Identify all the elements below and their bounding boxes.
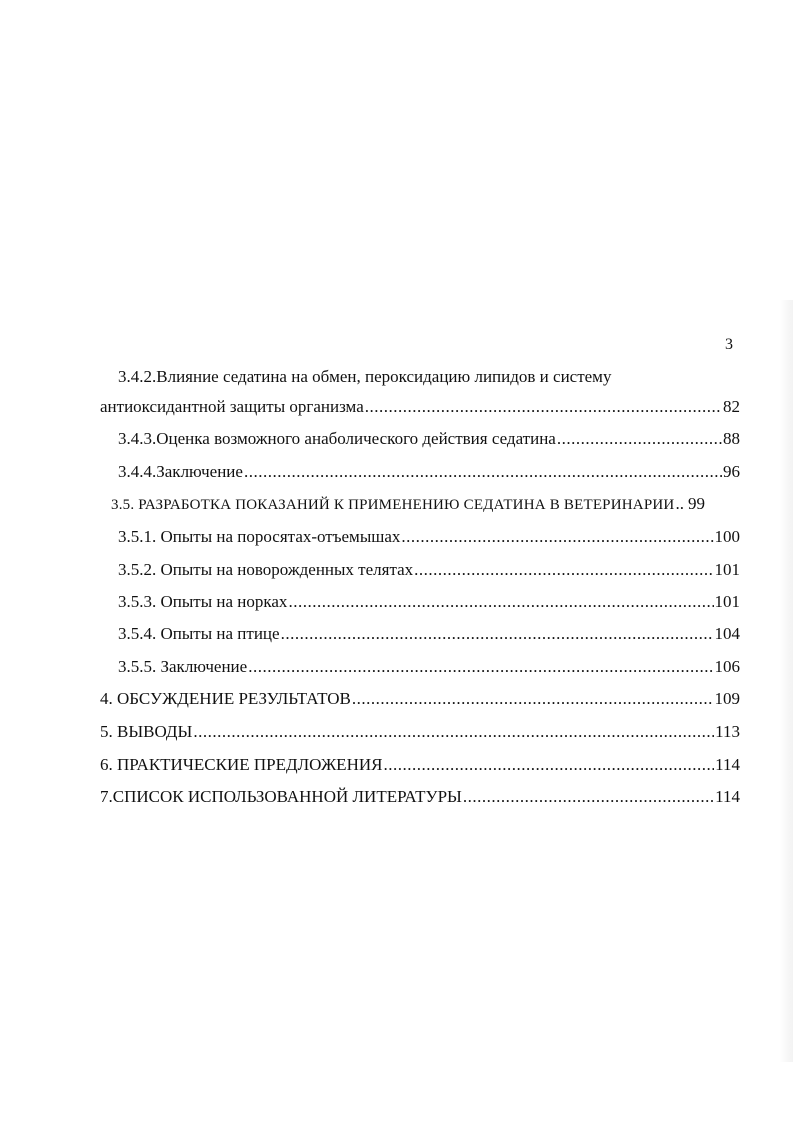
toc-entry-4 <box>100 689 740 713</box>
toc-entry-title: 4. ОБСУЖДЕНИЕ РЕЗУЛЬТАТОВ <box>100 689 351 708</box>
toc-entry-title: 5. ВЫВОДЫ <box>100 722 193 741</box>
toc-entry-3-4-3 <box>118 429 740 453</box>
dot-leader <box>365 397 722 417</box>
dot-leader <box>281 624 714 644</box>
toc-entry-page: 109 <box>714 689 740 708</box>
toc-entry-3-5-3 <box>118 592 740 616</box>
toc-entry-title: 3.4.3.Оценка возможного анаболического действия седатина <box>118 429 556 448</box>
toc-entry-title: 3.5.5. Заключение <box>118 657 248 676</box>
toc-entry-page: 100 <box>714 527 740 546</box>
toc-entry-page: 106 <box>714 657 740 676</box>
toc-entry-title: 3.5.1. Опыты на поросятах-отъемышах <box>118 527 401 546</box>
toc-entry-page: 101 <box>714 560 740 579</box>
toc-entry-page: 114 <box>715 755 740 774</box>
toc-entry-title: 3.5.2. Опыты на новорожденных телятах <box>118 560 414 579</box>
toc-entry-3-5-1 <box>118 527 740 551</box>
toc-entry-6 <box>100 755 740 779</box>
toc-entry-3-4-2-line1: 3.4.2.Влияние седатина на обмен, пероксидацию липидов и систему <box>118 367 612 386</box>
toc-entry-3-5 <box>111 494 740 518</box>
toc-entry-leader-short: .. <box>675 494 684 513</box>
toc-entry-title: антиоксидантной защиты организма <box>100 397 364 416</box>
toc-entry-title: 6. ПРАКТИЧЕСКИЕ ПРЕДЛОЖЕНИЯ <box>100 755 383 774</box>
dot-leader <box>401 527 713 547</box>
toc-entry-page: 104 <box>714 624 740 643</box>
toc-entry-page: 101 <box>714 592 740 611</box>
dot-leader <box>248 657 713 677</box>
dot-leader <box>463 787 714 807</box>
toc-entry-page: 82 <box>723 397 740 416</box>
toc-entry-3-4-2 <box>100 397 740 421</box>
dot-leader <box>557 429 722 449</box>
toc-entry-title: 3.5.4. Опыты на птице <box>118 624 280 643</box>
dot-leader <box>352 689 714 709</box>
dot-leader <box>244 462 722 482</box>
dot-leader <box>414 560 713 580</box>
toc-entry-title: 7.СПИСОК ИСПОЛЬЗОВАННОЙ ЛИТЕРАТУРЫ <box>100 787 462 806</box>
toc-entry-3-4-4 <box>118 462 740 486</box>
dot-leader <box>383 755 714 775</box>
toc-entry-page: 96 <box>723 462 740 481</box>
dot-leader <box>193 722 714 742</box>
toc-entry-7 <box>100 787 740 811</box>
toc-entry-5 <box>100 722 740 746</box>
page-number: 3 <box>725 336 733 353</box>
toc-entry-3-5-4 <box>118 624 740 648</box>
toc-entry-page: 114 <box>715 787 740 806</box>
toc-entry-title: 3.4.4.Заключение <box>118 462 243 481</box>
toc-entry-title: 3.5. РАЗРАБОТКА ПОКАЗАНИЙ К ПРИМЕНЕНИЮ СЕДАТИНА В ВЕТЕРИНАРИИ <box>111 497 675 513</box>
toc-entry-page: 113 <box>715 722 740 741</box>
dot-leader <box>288 592 713 612</box>
toc-entry-page: 88 <box>723 429 740 448</box>
toc-entry-3-5-2 <box>118 560 740 584</box>
scan-edge-shadow <box>779 300 793 1062</box>
toc-entry-3-5-5 <box>118 657 740 681</box>
toc-entry-title: 3.5.3. Опыты на норках <box>118 592 288 611</box>
toc-entry-page: 99 <box>687 494 705 513</box>
